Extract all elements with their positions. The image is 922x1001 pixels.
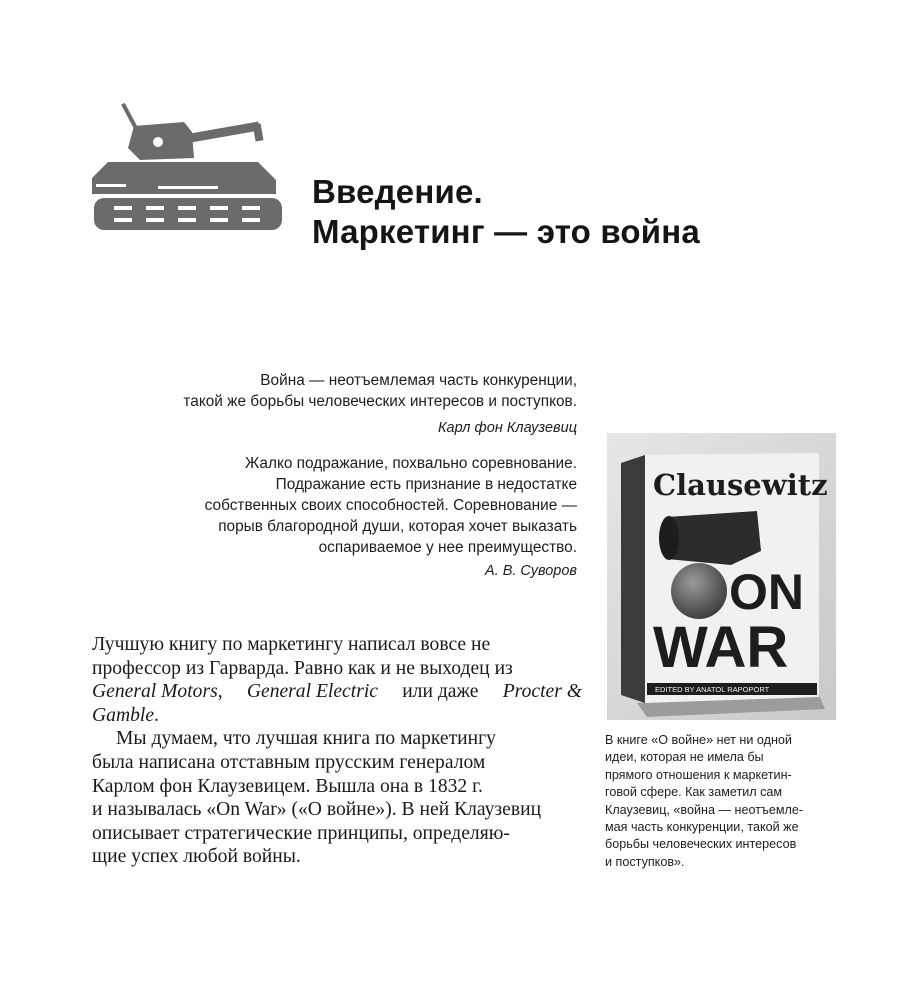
epigraph-line: Жалко подражание, похвально соревнование.: [245, 455, 577, 472]
epigraph-author: А. В. Суворов: [484, 563, 577, 579]
body-text-fragment: или даже: [402, 681, 479, 703]
company-name: General Motors: [92, 681, 218, 703]
chapter-heading: [312, 172, 700, 252]
caption-line: идеи, которая не имела бы: [605, 750, 764, 765]
epigraph-line: собственных своих способностей. Соревнование —: [204, 497, 577, 514]
caption-line: говой сфере. Как заметил сам: [605, 785, 783, 800]
body-text-fragment: ,: [217, 681, 223, 703]
epigraph-clausewitz: [157, 370, 577, 438]
epigraph-line: порыв благородной души, которая хочет выказать: [218, 518, 577, 535]
book-cover-editor: EDITED BY ANATOL RAPOPORT: [655, 685, 770, 694]
body-line: Лучшую книгу по маркетингу написал вовсе не: [92, 634, 491, 655]
body-line: щие успех любой войны.: [92, 846, 301, 868]
caption-line: и поступков».: [605, 854, 685, 869]
body-line: Карлом фон Клаузевицем. Вышла она в 1832 г.: [92, 775, 483, 797]
body-line: была написана отставным прусским генералом: [92, 751, 486, 773]
caption-line: прямого отношения к маркетин-: [605, 767, 792, 782]
company-name: General Electric: [246, 681, 378, 703]
book-cover-image: [607, 433, 836, 720]
book-cover-photo: [607, 433, 836, 720]
caption-line: мая часть конкуренции, такой же: [605, 820, 799, 835]
caption-line: В книге «О войне» нет ни одной: [605, 733, 792, 747]
epigraph-suvorov: [157, 453, 577, 581]
tank-illustration: [88, 96, 290, 244]
photo-caption: [605, 732, 845, 871]
caption-line: борьбы человеческих интересов: [605, 837, 797, 852]
body-line: профессор из Гарварда. Равно как и не выходец из: [92, 657, 513, 679]
body-text: [92, 633, 582, 869]
book-cover-war: WAR: [653, 615, 789, 680]
epigraph-line: оспариваемое у нее преимущество.: [318, 539, 577, 556]
epigraph-line: такой же борьбы человеческих интересов и поступков.: [183, 393, 577, 410]
body-text-fragment: .: [154, 704, 159, 726]
body-line: Мы думаем, что лучшая книга по маркетингу: [116, 728, 496, 750]
company-name: Procter &: [502, 681, 582, 703]
epigraph-author: Карл фон Клаузевиц: [437, 420, 577, 436]
chapter-heading-line-1: Введение.: [312, 173, 483, 210]
company-name: Gamble: [92, 704, 155, 726]
body-line: [92, 704, 582, 728]
epigraph-line: Подражание есть признание в недостатке: [275, 476, 577, 493]
chapter-heading-line-2: Маркетинг — это война: [312, 213, 700, 250]
body-line: и называлась «On War» («О войне»). В ней Клаузевиц: [92, 799, 542, 821]
epigraph-line: Война — неотъемлемая часть конкуренции,: [260, 372, 577, 389]
book-cover-on: ON: [729, 564, 804, 620]
book-cover-title: Clausewitz: [653, 468, 828, 502]
body-line: [92, 680, 582, 704]
caption-line: Клаузевиц, «война — неотъемле-: [605, 802, 804, 817]
body-line: описывает стратегические принципы, определяю-: [92, 822, 510, 844]
